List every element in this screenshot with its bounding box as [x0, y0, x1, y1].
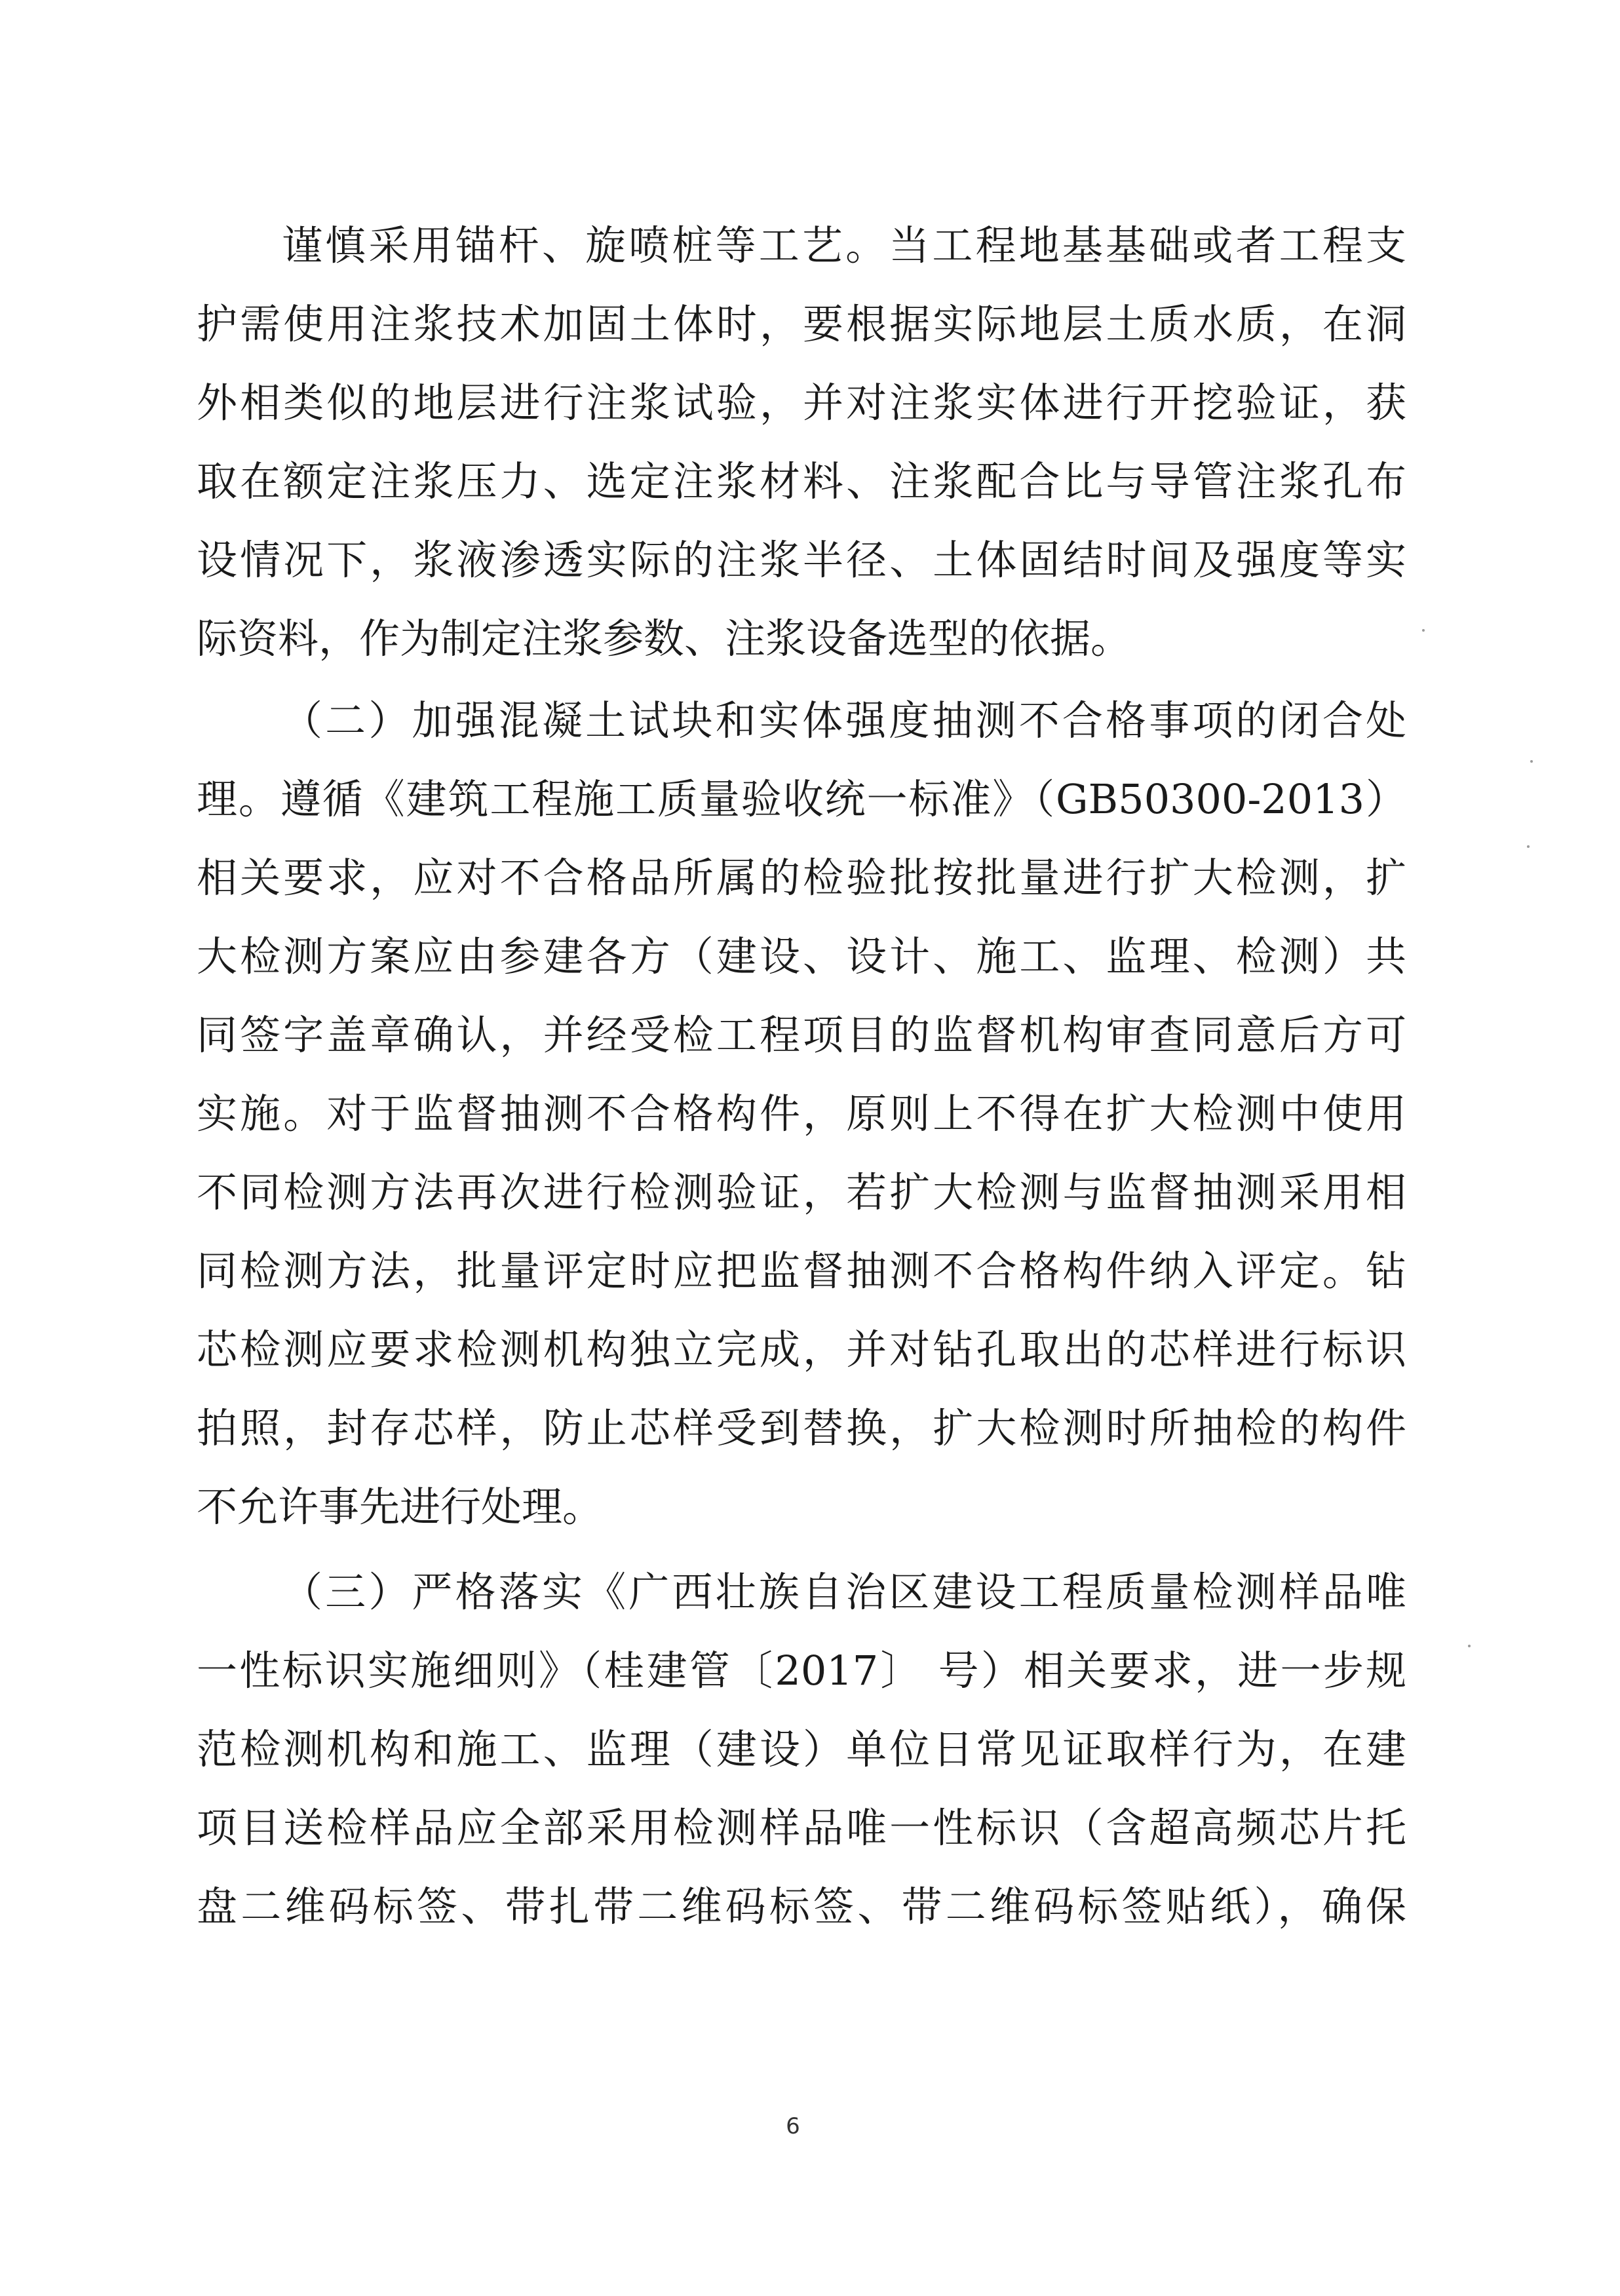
scan-speck — [1527, 845, 1530, 848]
scan-speck — [1422, 629, 1425, 632]
text-line-2: 护需使用注浆技术加固土体时，要根据实际地层土质水质，在洞 — [197, 300, 1406, 348]
text-line-9: 相关要求，应对不合格品所属的检验批按批量进行扩大检测，扩 — [197, 854, 1406, 902]
text-line-7: （二）加强混凝土试块和实体强度抽测不合格事项的闭合处 — [282, 697, 1406, 744]
text-line-14: 同检测方法，批量评定时应把监督抽测不合格构件纳入评定。钻 — [197, 1247, 1406, 1295]
text-line-12: 实施。对于监督抽测不合格构件，原则上不得在扩大检测中使用 — [197, 1090, 1406, 1138]
text-line-5: 设情况下，浆液渗透实际的注浆半径、土体固结时间及强度等实 — [197, 536, 1406, 584]
text-line-21: 项目送检样品应全部采用检测样品唯一性标识（含超高频芯片托 — [197, 1804, 1406, 1852]
scan-speck — [1530, 760, 1533, 763]
text-line-17: 不允许事先进行处理。 — [197, 1483, 604, 1531]
text-line-1: 谨慎采用锚杆、旋喷桩等工艺。当工程地基基础或者工程支 — [282, 221, 1406, 269]
text-line-13: 不同检测方法再次进行检测验证，若扩大检测与监督抽测采用相 — [197, 1168, 1406, 1216]
text-line-3: 外相类似的地层进行注浆试验，并对注浆实体进行开挖验证，获 — [197, 379, 1406, 427]
text-line-22: 盘二维码标签、带扎带二维码标签、带二维码标签贴纸），确保 — [197, 1883, 1406, 1930]
scan-speck — [1468, 1645, 1471, 1647]
text-line-20: 范检测机构和施工、监理（建设）单位日常见证取样行为，在建 — [197, 1725, 1406, 1773]
text-line-10: 大检测方案应由参建各方（建设、设计、施工、监理、检测）共 — [197, 932, 1406, 980]
page-number: 6 — [786, 2113, 800, 2139]
text-line-19: 一性标识实施细则》（桂建管〔2017〕 号）相关要求，进一步规 — [197, 1647, 1406, 1694]
text-line-6: 际资料，作为制定注浆参数、注浆设备选型的依据。 — [197, 615, 1132, 662]
text-line-8: 理。遵循《建筑工程施工质量验收统一标准》（GB50300-2013） — [197, 775, 1406, 823]
text-line-11: 同签字盖章确认，并经受检工程项目的监督机构审查同意后方可 — [197, 1011, 1406, 1059]
text-line-18: （三）严格落实《广西壮族自治区建设工程质量检测样品唯 — [282, 1568, 1406, 1616]
text-line-16: 拍照，封存芯样，防止芯样受到替换，扩大检测时所抽检的构件 — [197, 1404, 1406, 1452]
text-line-15: 芯检测应要求检测机构独立完成，并对钻孔取出的芯样进行标识 — [197, 1326, 1406, 1373]
text-line-4: 取在额定注浆压力、选定注浆材料、注浆配合比与导管注浆孔布 — [197, 457, 1406, 505]
